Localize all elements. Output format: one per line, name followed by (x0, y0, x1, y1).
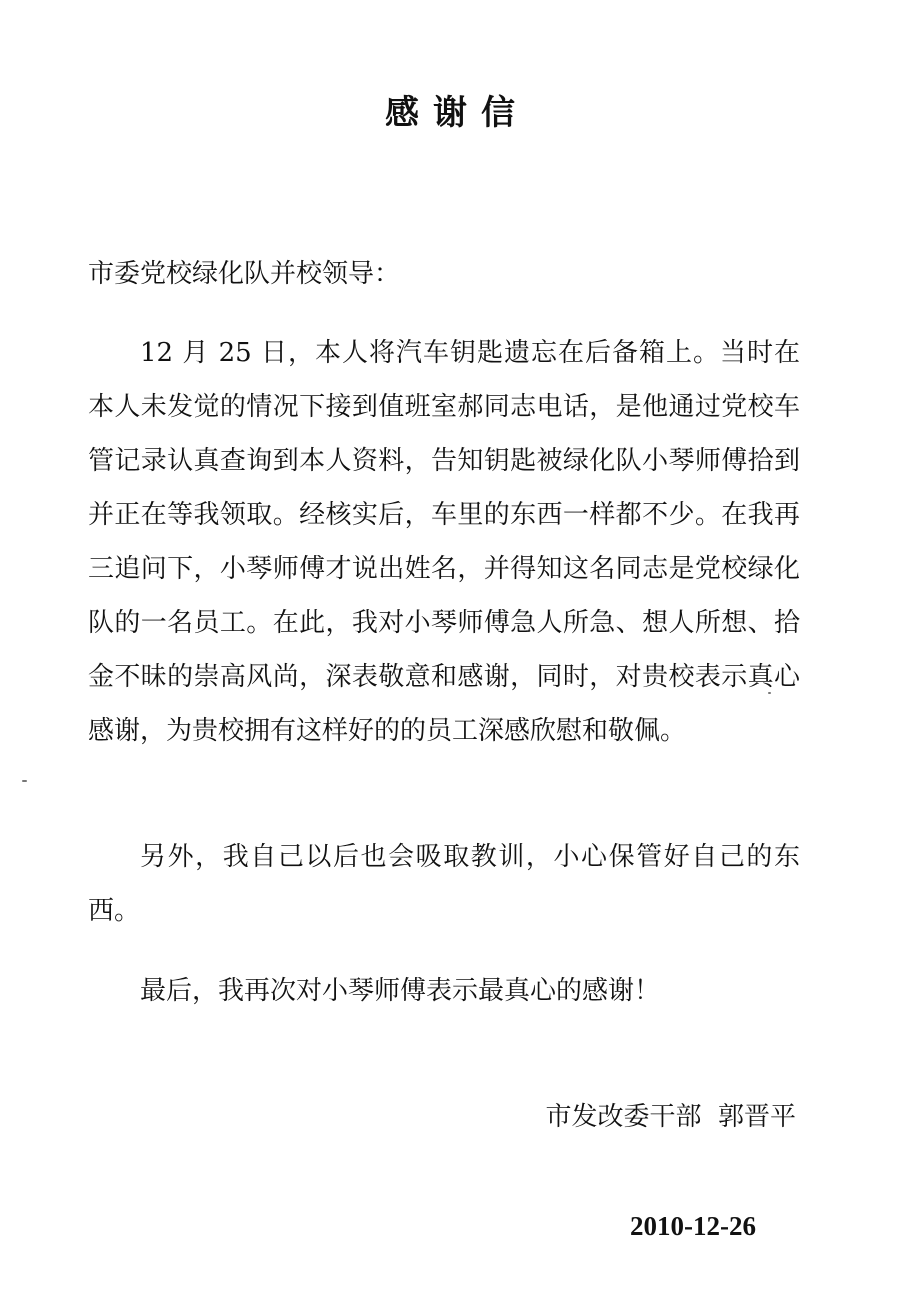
body-paragraph-1: 12 月 25 日，本人将汽车钥匙遗忘在后备箱上。当时在本人未发觉的情况下接到值班室郝同志电话，是他通过党校车管记录认真查询到本人资料，告知钥匙被绿化队小琴师傅拾到并正在等我领取。经核实后，车里的东西一样都不少。在我再三追问下，小琴师傅才说出姓名，并得知这名同志是党校绿化队的一名员工。在此，我对小琴师傅急人所急、想人所想、拾金不昧的崇高风尚，深表敬意和感谢，同时，对贵校表示真心感谢，为贵校拥有这样好的的员工深感欣慰和敬佩。 (88, 338, 800, 746)
scan-speck (768, 692, 771, 694)
letter-title: 感谢信 (385, 93, 529, 133)
signature: 市发改委干部 郭晋平 (545, 1102, 796, 1132)
body-paragraph-3: 最后，我再次对小琴师傅表示最真心的感谢！ (140, 976, 661, 1006)
scan-speck (22, 780, 27, 782)
salutation: 市委党校绿化队并校领导： (88, 259, 401, 289)
body-paragraph-2: 另外，我自己以后也会吸取教训，小心保管好自己的东西。 (88, 842, 800, 926)
letter-date: 2010-12-26 (630, 1211, 756, 1241)
